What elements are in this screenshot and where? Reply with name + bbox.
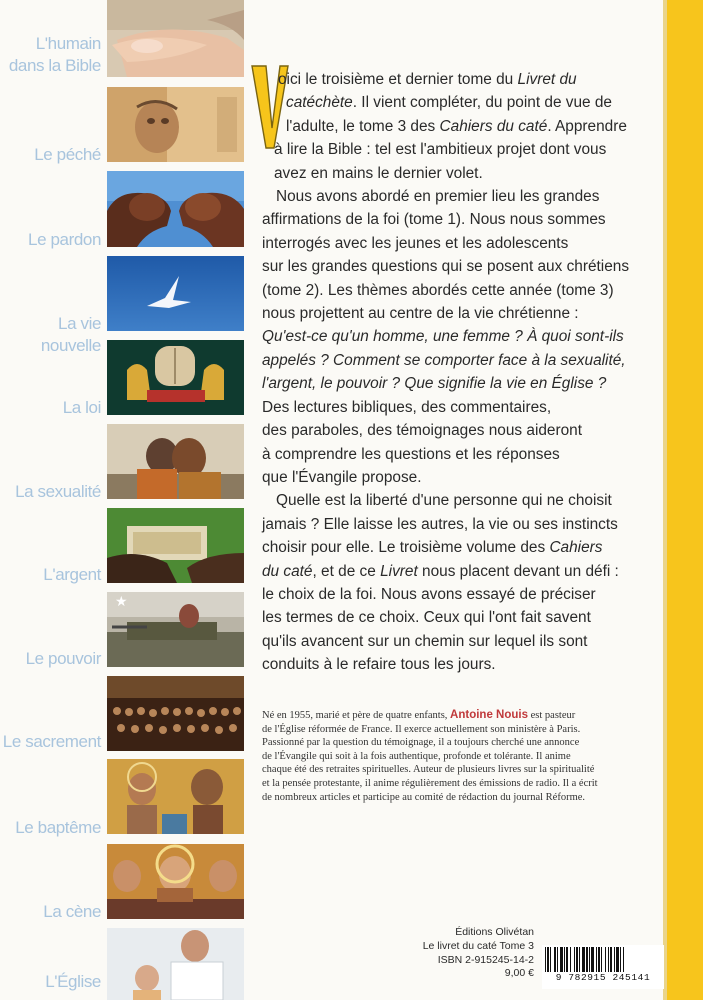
barcode-bar <box>610 947 612 973</box>
barcode-bar <box>564 947 565 973</box>
barcode-bar <box>608 947 609 973</box>
barcode-bar <box>591 947 594 973</box>
photo-last-supper <box>107 844 244 919</box>
barcode-bar <box>560 947 563 973</box>
book-title: Le livret du caté Tome 3 <box>422 939 534 952</box>
theme-label-pouvoir: Le pouvoir <box>25 649 101 668</box>
barcode-bar <box>579 947 580 973</box>
photo-congregation <box>107 676 244 751</box>
barcode-digits: 9 782915 245141 <box>542 972 664 983</box>
barcode-bar <box>554 947 556 973</box>
theme-label-humain: L'humain dans la Bible <box>8 34 101 75</box>
barcode-bar <box>550 947 551 973</box>
theme-label-loi: La loi <box>62 398 101 417</box>
theme-label-vie-nouvelle: La vie nouvelle <box>40 314 101 355</box>
barcode-bar <box>623 947 624 973</box>
main-text: oici le troisième et dernier tome du Livret du catéchète. Il vient compléter, du point de vue de l'adulte, le tome 3 des Cahiers du caté. Apprendre à lire la Bible : tel est l'ambitieux projet dont vous avez en mains le dernier volet. Nous avons abordé en premier lieu les grandes affirmations de la foi (tome 1). Nous nous sommes interrogés avec les jeunes et les adolescents sur les grandes questions qui se posent aux chrétiens (tome 2). Les thèmes abordés cette année (tome 3) nous projettent au centre de la vie chrétienne : Qu'est-ce qu'un homme, une femme ? À quoi sont-ils appelés ? Comment se comporter face à la sexualité, l'argent, le pouvoir ? Que signifie la vie en Église ? Des lectures bibliques, des commentaires, des paraboles, des témoignages nous aideront à comprendre les questions et les réponses que l'Évangile propose. Quelle est la liberté d'une personne qui ne choisit jamais ? Elle laisse les autres, la vie ou ses instincts choisir pour elle. Le troisième volume des Cahiers du caté, et de ce Livret nous placent devant un défi : le choix de la foi. Nous avons essayé de préciser les termes de ce choix. Ceux qui l'ont fait savent qu'ils avancent sur un chemin sur lequel ils sont conduits à le refaire tous les jours. <box>262 71 630 674</box>
photo-tablets <box>107 340 244 415</box>
author-biography: Né en 1955, marié et père de quatre enfants, Antoine Nouis est pasteur de l'Église réformée de France. Il exerce actuellement son ministère à Paris. Passionné par la question du témoignage, il a toujours cherché une annonce de l'Évangile qui soit à la fois authentique, profonde et tolérante. Il anime chaque été des retraites spirituelles. Auteur de plusieurs livres sur la spiritualité et la pensée protestante, il anime régulièrement des émissions de radio. Il a écrit de nombreux articles et participe au comité de rédaction du journal Réforme. <box>262 709 598 803</box>
photo-money <box>107 508 244 583</box>
photo-tank <box>107 592 244 667</box>
barcode-bar <box>545 947 546 973</box>
publisher: Éditions Olivétan <box>455 926 534 938</box>
barcode-bar <box>582 947 585 973</box>
barcode-bar <box>557 947 558 973</box>
barcode-bar <box>547 947 549 973</box>
photo-statues <box>107 171 244 247</box>
barcode-bar <box>574 947 575 973</box>
photo-priest <box>107 928 244 1000</box>
colophon <box>380 926 534 981</box>
yellow-side-band <box>667 0 703 1000</box>
theme-label-sexualite: La sexualité <box>15 482 101 501</box>
barcode-bar <box>596 947 597 973</box>
photo-baptism <box>107 759 244 834</box>
barcode-bar <box>566 947 568 973</box>
theme-label-peche: Le péché <box>34 145 101 164</box>
barcode-bar <box>586 947 588 973</box>
barcode-bar <box>570 947 571 973</box>
author-name: Antoine Nouis <box>450 709 528 721</box>
isbn: ISBN 2-915245-14-2 <box>437 953 534 966</box>
theme-label-bapteme: Le baptême <box>15 818 101 837</box>
theme-label-eglise: L'Église <box>45 972 101 991</box>
barcode-bar <box>614 947 615 973</box>
barcode-bar <box>605 947 606 973</box>
price: 9,00 € <box>504 967 534 980</box>
barcode-bar <box>576 947 578 973</box>
photo-doll <box>107 87 244 162</box>
svg-text:★: ★ <box>115 593 128 609</box>
theme-label-cene: La cène <box>43 902 101 921</box>
barcode-bar <box>598 947 600 973</box>
photo-fingers <box>107 0 244 77</box>
theme-label-pardon: Le pardon <box>28 230 101 249</box>
barcode-bar <box>616 947 619 973</box>
photo-couple <box>107 424 244 499</box>
theme-label-argent: L'argent <box>43 565 101 584</box>
barcode-bar <box>601 947 602 973</box>
barcode-bar <box>620 947 621 973</box>
theme-label-sacrement: Le sacrement <box>2 732 101 751</box>
photo-bird <box>107 256 244 331</box>
barcode-bar <box>589 947 590 973</box>
